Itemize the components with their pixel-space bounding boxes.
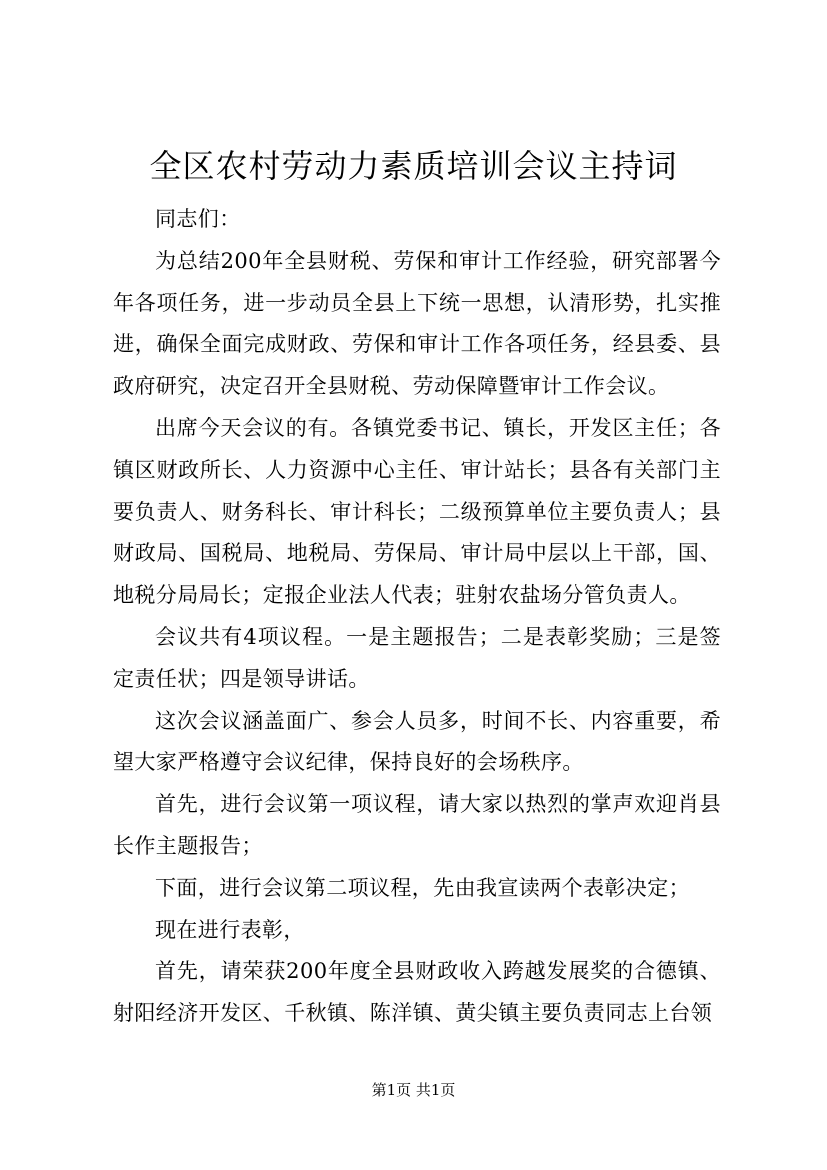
body-paragraph: 首先，进行会议第一项议程，请大家以热烈的掌声欢迎肖县长作主题报告； [113, 792, 721, 858]
page-number: 第1页 共1页 [371, 1081, 456, 1099]
body-paragraph: 会议共有4项议程。一是主题报告；二是表彰奖励；三是签定责任状；四是领导讲话。 [113, 624, 721, 691]
body-paragraph: 为总结200年全县财税、劳保和审计工作经验，研究部署今年各项任务，进一步动员全县上下统一思想，认清形势，扎实推进，确保全面完成财政、劳保和审计工作各项任务，经县委、县政府研究，决定召开全县财税、劳动保障暨审计工作会议。 [113, 248, 721, 399]
salutation-paragraph: 同志们： [155, 207, 241, 231]
body-paragraph: 下面，进行会议第二项议程，先由我宣读两个表彰决定； [155, 875, 690, 900]
body-paragraph: 现在进行表彰， [155, 917, 305, 942]
page-footer [0, 1080, 827, 1100]
body-paragraph: 出席今天会议的有。各镇党委书记、镇长，开发区主任；各镇区财政所长、人力资源中心主任、审计站长；县各有关部门主要负责人、财务科长、审计科长；二级预算单位主要负责人；县财政局、国税局、地税局、劳保局、审计局中层以上干部，国、地税分局局长；定报企业法人代表；驻射农盐场分管负责人。 [113, 415, 721, 608]
document-title: 全区农村劳动力素质培训会议主持词 [149, 147, 678, 185]
document-body [113, 199, 721, 1035]
body-paragraph: 首先，请荣获200年度全县财政收入跨越发展奖的合德镇、射阳经济开发区、千秋镇、陈洋镇、黄尖镇主要负责同志上台领 [113, 959, 721, 1026]
body-paragraph: 这次会议涵盖面广、参会人员多，时间不长、内容重要，希望大家严格遵守会议纪律，保持良好的会场秩序。 [113, 708, 721, 775]
